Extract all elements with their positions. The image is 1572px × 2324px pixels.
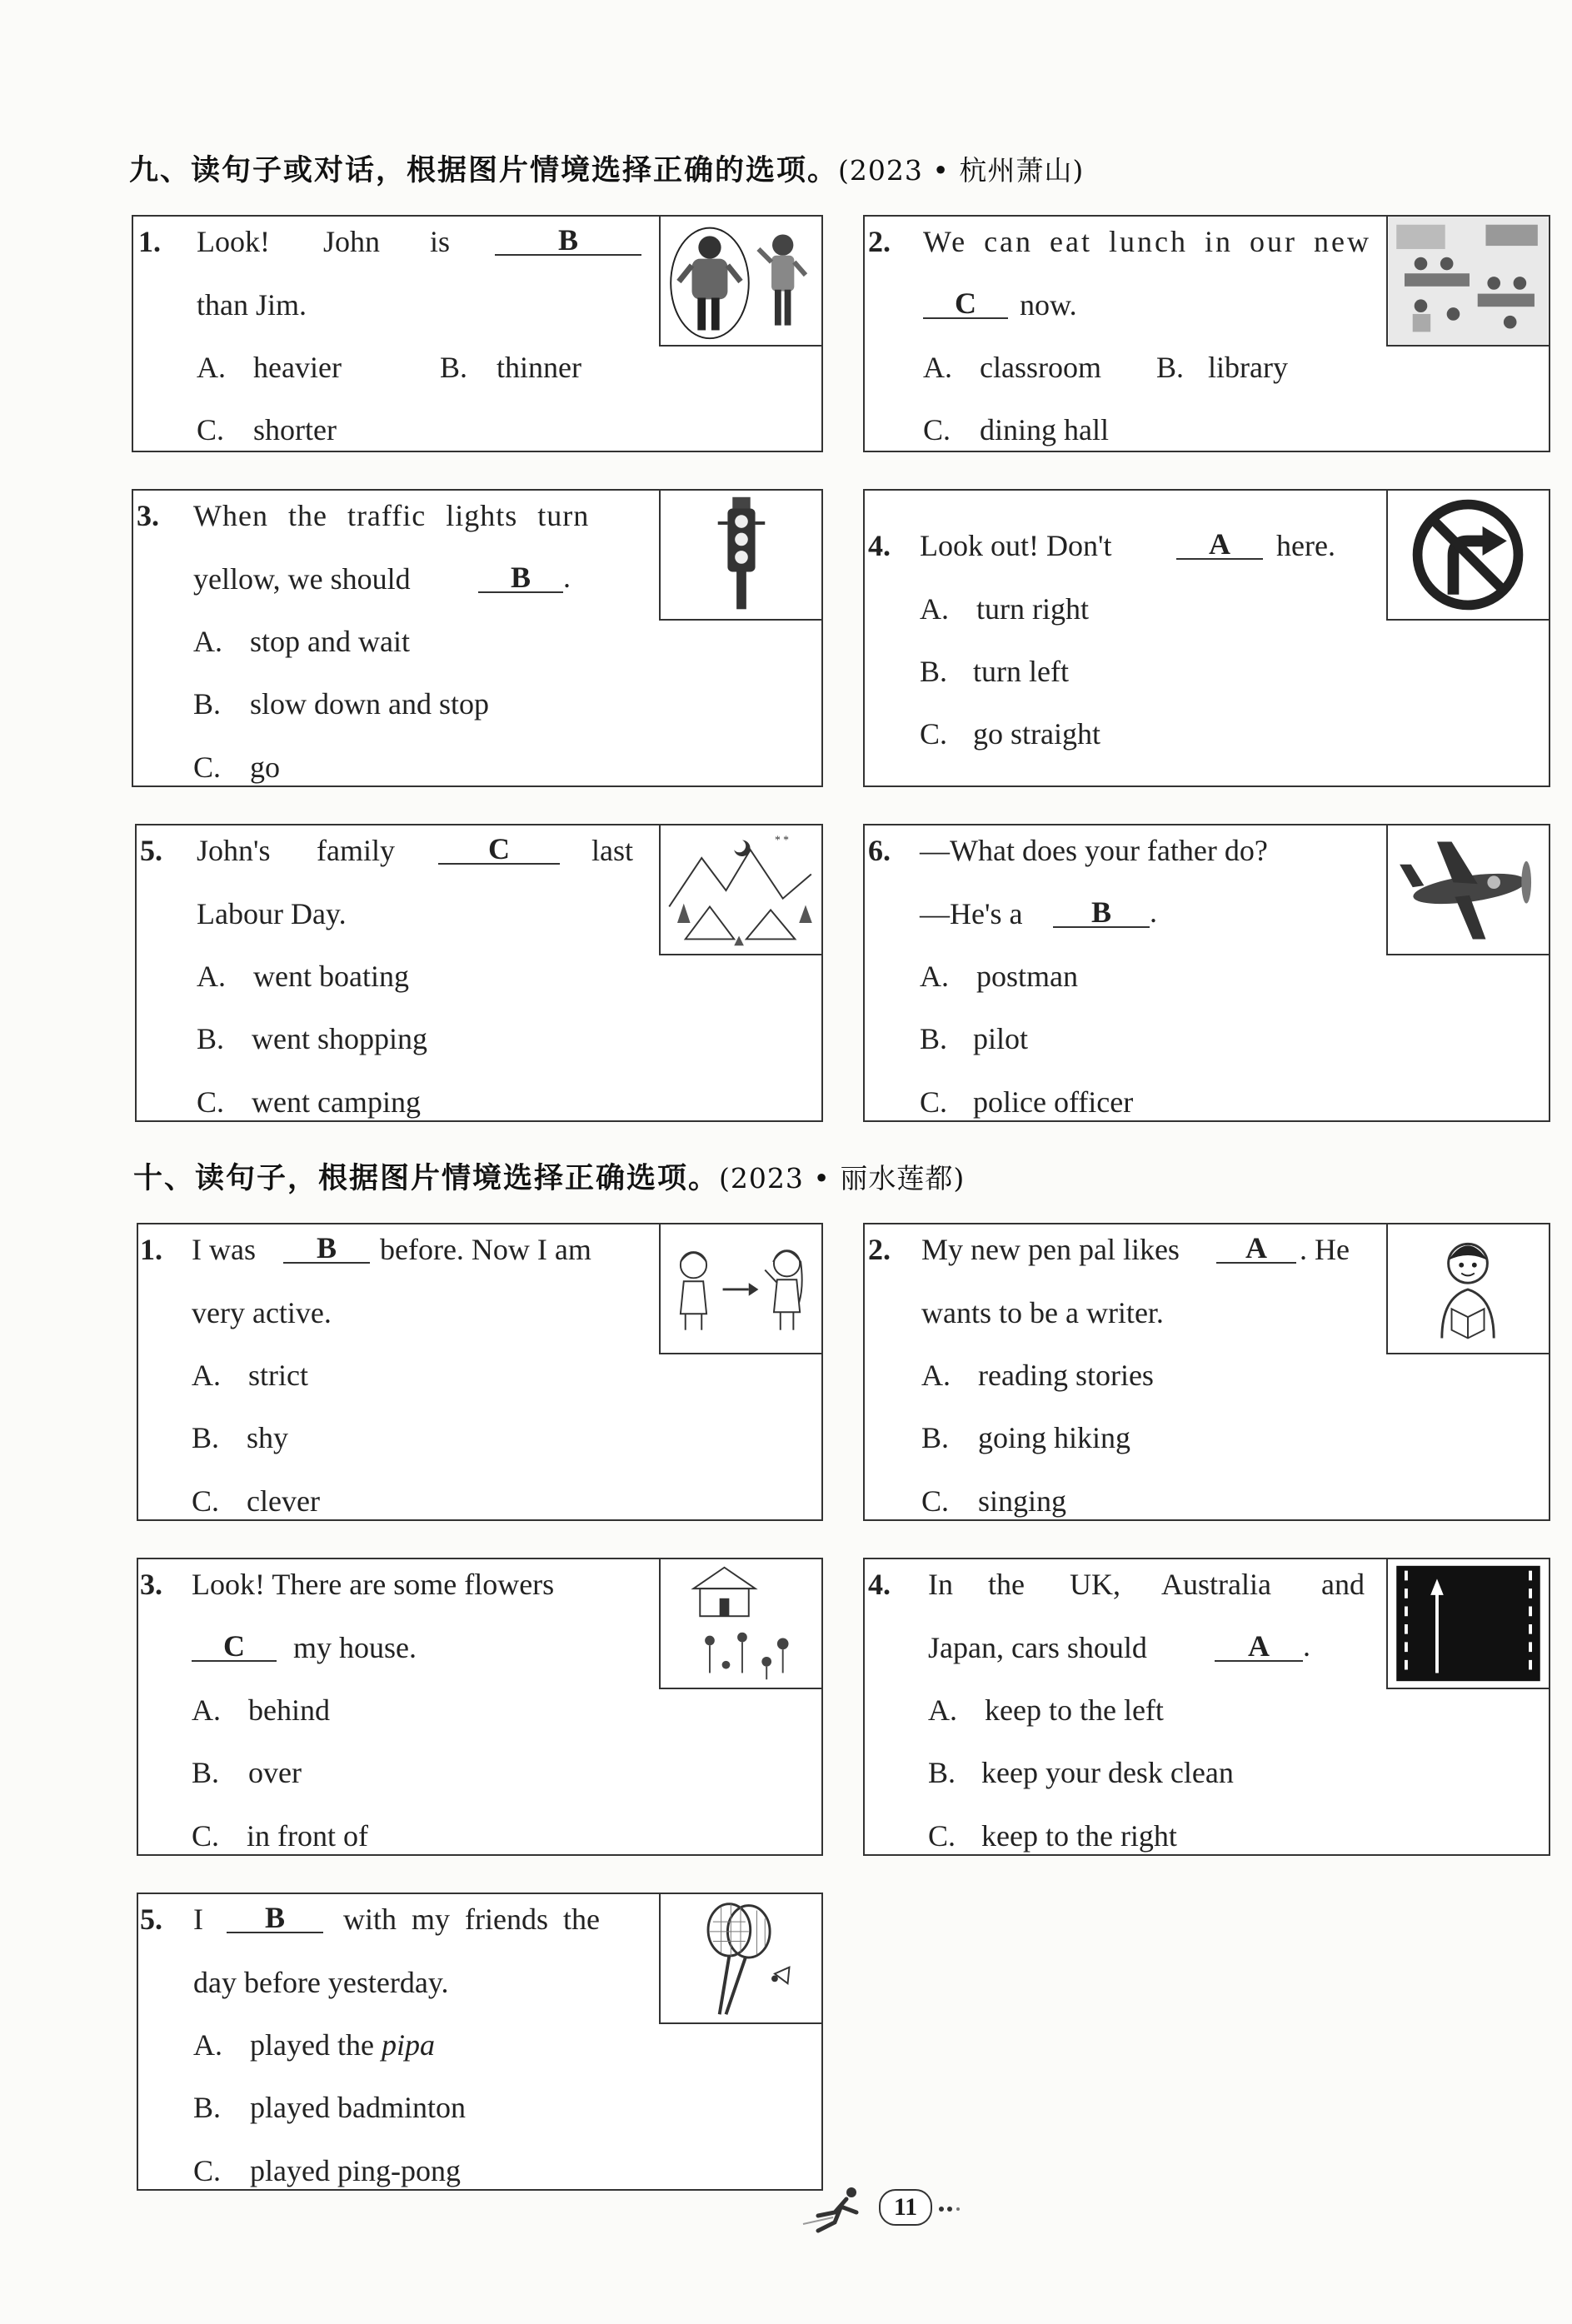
answer-blank: A <box>1215 1632 1303 1662</box>
dining-hall-picture <box>1386 215 1550 347</box>
question-card: 4. Look out! Don't A here. A. turn right B. turn left C. go straight <box>863 489 1550 787</box>
answer-blank: B <box>495 226 641 256</box>
badminton-picture <box>659 1893 823 2024</box>
answer-blank: C <box>192 1632 277 1662</box>
page-number: 11 <box>879 2189 932 2226</box>
house-flowers-illustration <box>661 1559 821 1688</box>
section-9-title: 九、读句子或对话，根据图片情境选择正确的选项。(2023 • 杭州萧山) <box>129 154 1085 187</box>
road-picture <box>1386 1558 1550 1689</box>
house-flowers-picture <box>659 1558 823 1689</box>
reading-boy-picture <box>1386 1223 1550 1354</box>
answer-blank: B <box>478 563 563 593</box>
svg-text:* *: * * <box>774 833 789 846</box>
answer-blank: B <box>227 1903 323 1933</box>
two-kids-illustration <box>661 217 821 345</box>
question-card: 3. When the traffic lights turn yellow, we should B . A. stop and wait B. slow down and stop C. go <box>132 489 823 787</box>
camping-picture <box>659 824 823 955</box>
no-right-turn-picture <box>1386 489 1550 621</box>
no-right-turn-icon <box>1388 491 1549 619</box>
traffic-light-picture <box>659 489 823 621</box>
question-card: * * 5. John's family C last Labour Day. A. went boating B. went shopping C. went camping <box>135 824 823 1122</box>
question-card: 2. My new pen pal likes A . He wants to be a writer. A. reading stories B. going hiking C. singing <box>863 1223 1550 1521</box>
shy-to-active-picture <box>659 1223 823 1354</box>
section-10-title: 十、读句子，根据图片情境选择正确选项。(2023 • 丽水莲都) <box>133 1162 966 1195</box>
question-card: 4. In the UK, Australia and Japan, cars should A . A. keep to the left B. keep your desk clean C. keep to the right <box>863 1558 1550 1856</box>
question-card: 1. Look! John is B than Jim. A. heavier B. thinner C. shorter <box>132 215 823 452</box>
question-card: 3. Look! There are some flowers C my house. A. behind B. over C. in front of <box>137 1558 823 1856</box>
road-arrow-icon <box>1388 1559 1549 1688</box>
camping-illustration <box>661 825 821 954</box>
question-card: 2. We can eat lunch in our new C now. A. classroom B. library C. dining hall <box>863 215 1550 452</box>
answer-blank: C <box>438 835 560 865</box>
shy-to-active-illustration <box>661 1224 821 1353</box>
question-card: 5. I B with my friends the day before yesterday. A. played the pipa B. played badminton C. played ping-pong <box>137 1893 823 2191</box>
badminton-racket-icon <box>661 1894 821 2022</box>
answer-blank: A <box>1176 530 1263 560</box>
question-card: 6. —What does your father do? —He's a B . A. postman B. pilot C. police officer <box>863 824 1550 1122</box>
reading-boy-illustration <box>1388 1224 1549 1353</box>
two-people-picture <box>659 215 823 347</box>
footer-dots <box>938 2202 971 2211</box>
question-card: 1. I was B before. Now I am very active. A. strict B. shy C. clever <box>137 1223 823 1521</box>
answer-blank: B <box>1053 898 1150 928</box>
dots-icon <box>938 2205 971 2213</box>
answer-blank: A <box>1216 1234 1296 1264</box>
dining-hall-illustration <box>1388 217 1549 345</box>
answer-blank: C <box>923 289 1008 319</box>
answer-blank: B <box>283 1234 370 1264</box>
traffic-light-icon <box>661 491 821 619</box>
airplane-picture <box>1386 824 1550 955</box>
airplane-icon <box>1388 825 1549 954</box>
